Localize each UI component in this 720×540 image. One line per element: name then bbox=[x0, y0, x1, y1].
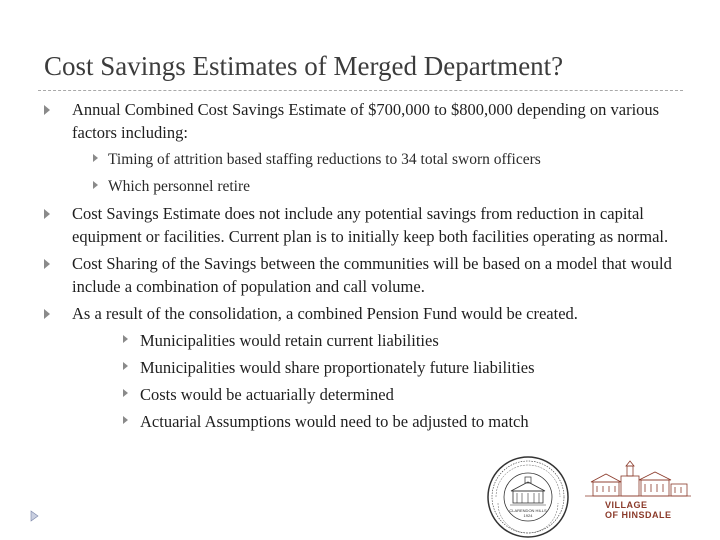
bullet-arrow-icon bbox=[123, 416, 128, 424]
sub-bullet-text: Actuarial Assumptions would need to be adjusted to match bbox=[140, 412, 529, 431]
bullet-text: Cost Savings Estimate does not include any potential savings from reduction in capital equipment or facilities. Current plan is to initially keep both facilities operating as normal. bbox=[72, 204, 669, 246]
bullet-3 bbox=[0, 252, 720, 298]
bullet-arrow-icon bbox=[44, 259, 50, 269]
slide-title: Cost Savings Estimates of Merged Department? bbox=[44, 51, 564, 81]
sub-bullet-text: Costs would be actuarially determined bbox=[140, 385, 394, 404]
sub-bullet bbox=[0, 410, 720, 433]
sub-bullet bbox=[0, 329, 720, 352]
hinsdale-building-logo bbox=[583, 460, 693, 532]
clarendon-hills-seal-logo bbox=[486, 455, 570, 539]
sub-bullet bbox=[0, 148, 720, 171]
sub-bullet-text: Municipalities would share proportionately future liabilities bbox=[140, 358, 535, 377]
bullet-arrow-icon bbox=[123, 389, 128, 397]
sub-bullet-text: Timing of attrition based staffing reductions to 34 total sworn officers bbox=[108, 151, 541, 168]
sub-bullet bbox=[0, 356, 720, 379]
bullet-arrow-icon bbox=[123, 362, 128, 370]
bullet-arrow-icon bbox=[44, 105, 50, 115]
sub-bullet-text: Which personnel retire bbox=[108, 178, 251, 195]
bullet-1 bbox=[0, 98, 720, 144]
bullet-2 bbox=[0, 202, 720, 248]
sub-bullet bbox=[0, 175, 720, 198]
bullet-text: Cost Sharing of the Savings between the communities will be based on a model that would include a combination of population and call volume. bbox=[72, 254, 672, 296]
bullet-arrow-icon bbox=[123, 335, 128, 343]
bullet-text: As a result of the consolidation, a combined Pension Fund would be created. bbox=[72, 304, 578, 323]
sub-bullet-text: Municipalities would retain current liabilities bbox=[140, 331, 439, 350]
title-divider bbox=[38, 90, 683, 91]
bullet-arrow-icon bbox=[44, 309, 50, 319]
bullet-arrow-icon bbox=[44, 209, 50, 219]
svg-text:1924: 1924 bbox=[523, 513, 533, 518]
hinsdale-logo-text: VILLAGE OF HINSDALE bbox=[605, 500, 672, 520]
bullet-text: Annual Combined Cost Savings Estimate of $700,000 to $800,000 depending on various factors including: bbox=[72, 100, 660, 142]
bullet-arrow-icon bbox=[93, 154, 98, 162]
bullet-4 bbox=[0, 302, 720, 325]
sub-bullet bbox=[0, 383, 720, 406]
svg-text:CLARENDON HILLS: CLARENDON HILLS bbox=[509, 508, 547, 513]
bullet-arrow-icon bbox=[93, 181, 98, 189]
slide-nav-icon bbox=[30, 510, 40, 522]
slide-content bbox=[0, 98, 720, 437]
